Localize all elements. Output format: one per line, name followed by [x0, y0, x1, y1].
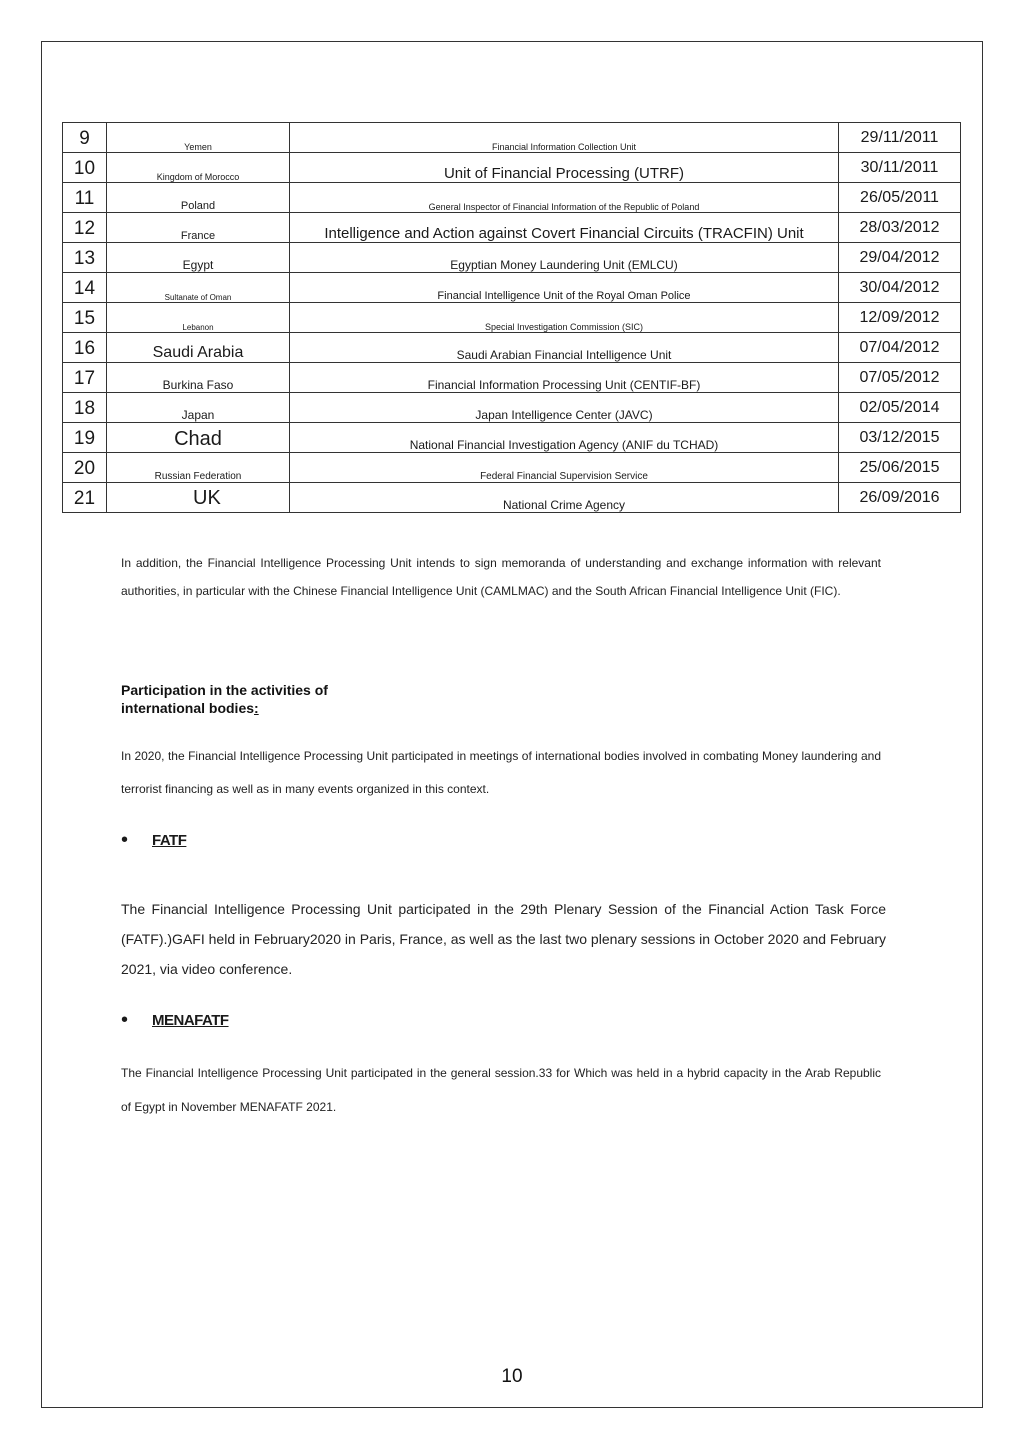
row-number: 16 [63, 333, 107, 363]
table-row [63, 333, 961, 363]
row-country: UK [107, 483, 290, 513]
row-unit: Financial Information Processing Unit (CENTIF-BF) [290, 363, 839, 393]
row-unit: Saudi Arabian Financial Intelligence Unit [290, 333, 839, 363]
row-date: 26/09/2016 [839, 483, 961, 513]
row-unit: General Inspector of Financial Information of the Republic of Poland [290, 183, 839, 213]
row-date: 02/05/2014 [839, 393, 961, 423]
section-heading-line2: international bodies [121, 700, 255, 716]
table-row [63, 453, 961, 483]
row-unit: Financial Intelligence Unit of the Royal Oman Police [290, 273, 839, 303]
row-unit: Japan Intelligence Center (JAVC) [290, 393, 839, 423]
row-date: 28/03/2012 [839, 213, 961, 243]
menafatf-label: MENAFATF [152, 1011, 229, 1029]
table-row [63, 273, 961, 303]
row-country: Saudi Arabia [107, 333, 290, 363]
section-heading-suffix: : [254, 700, 259, 716]
table-row [63, 363, 961, 393]
table-row [63, 423, 961, 453]
section-heading-line1: Participation in the activities of [121, 682, 328, 698]
row-number: 15 [63, 303, 107, 333]
participation-paragraph: In 2020, the Financial Intelligence Processing Unit participated in meetings of international bodies involved in combating Money laundering and terrorist financing as well as in many events organized in this context. [121, 749, 881, 796]
fatf-bullet [121, 830, 186, 850]
row-number: 14 [63, 273, 107, 303]
row-date: 30/11/2011 [839, 153, 961, 183]
memoranda-table [62, 122, 961, 513]
row-country: Poland [107, 183, 290, 213]
row-country: Lebanon [107, 303, 290, 333]
row-unit: Federal Financial Supervision Service [290, 453, 839, 483]
row-number: 11 [63, 183, 107, 213]
row-number: 10 [63, 153, 107, 183]
row-unit: National Financial Investigation Agency (ANIF du TCHAD) [290, 423, 839, 453]
row-number: 21 [63, 483, 107, 513]
row-date: 03/12/2015 [839, 423, 961, 453]
row-unit: Financial Information Collection Unit [290, 123, 839, 153]
row-date: 30/04/2012 [839, 273, 961, 303]
table-row [63, 393, 961, 423]
row-country: Chad [107, 423, 290, 453]
row-number: 19 [63, 423, 107, 453]
row-unit: Special Investigation Commission (SIC) [290, 303, 839, 333]
row-number: 9 [63, 123, 107, 153]
row-date: 12/09/2012 [839, 303, 961, 333]
memoranda-paragraph: In addition, the Financial Intelligence Processing Unit intends to sign memoranda of understanding and exchange information with relevant authorities, in particular with the Chinese Financial Intelligence Unit (CAMLMAC) and the South African Financial Intelligence Unit (FIC). [121, 556, 881, 598]
table-row [63, 123, 961, 153]
row-country: Egypt [107, 243, 290, 273]
row-date: 07/04/2012 [839, 333, 961, 363]
row-country: France [107, 213, 290, 243]
bullet-icon: • [121, 1009, 129, 1031]
table-row [63, 153, 961, 183]
row-date: 26/05/2011 [839, 183, 961, 213]
page-number: 10 [501, 1366, 523, 1387]
table-row [63, 243, 961, 273]
menafatf-paragraph: The Financial Intelligence Processing Unit participated in the general session.33 for Which was held in a hybrid capacity in the Arab Republic of Egypt in November MENAFATF 2021. [121, 1066, 881, 1114]
row-date: 29/04/2012 [839, 243, 961, 273]
row-unit: Egyptian Money Laundering Unit (EMLCU) [290, 243, 839, 273]
row-country: Burkina Faso [107, 363, 290, 393]
row-unit: Unit of Financial Processing (UTRF) [290, 153, 839, 183]
row-date: 25/06/2015 [839, 453, 961, 483]
row-country: Yemen [107, 123, 290, 153]
fatf-paragraph: The Financial Intelligence Processing Unit participated in the 29th Plenary Session of the Financial Action Task Force (FATF).)GAFI held in February2020 in Paris, France, as well as the last two plenary sessions in October 2020 and February 2021, via video conference. [121, 901, 886, 977]
table-row [63, 213, 961, 243]
row-number: 20 [63, 453, 107, 483]
row-number: 13 [63, 243, 107, 273]
fatf-label: FATF [152, 831, 187, 849]
row-country: Japan [107, 393, 290, 423]
row-number: 12 [63, 213, 107, 243]
row-country: Russian Federation [107, 453, 290, 483]
row-number: 18 [63, 393, 107, 423]
table-row [63, 303, 961, 333]
row-unit: National Crime Agency [290, 483, 839, 513]
table-row [63, 483, 961, 513]
row-date: 07/05/2012 [839, 363, 961, 393]
row-number: 17 [63, 363, 107, 393]
row-date: 29/11/2011 [839, 123, 961, 153]
row-unit: Intelligence and Action against Covert Financial Circuits (TRACFIN) Unit [290, 213, 839, 243]
row-country: Kingdom of Morocco [107, 153, 290, 183]
menafatf-bullet [121, 1010, 229, 1030]
table-row [63, 183, 961, 213]
section-heading [121, 681, 421, 717]
bullet-icon: • [121, 829, 129, 851]
row-country: Sultanate of Oman [107, 273, 290, 303]
